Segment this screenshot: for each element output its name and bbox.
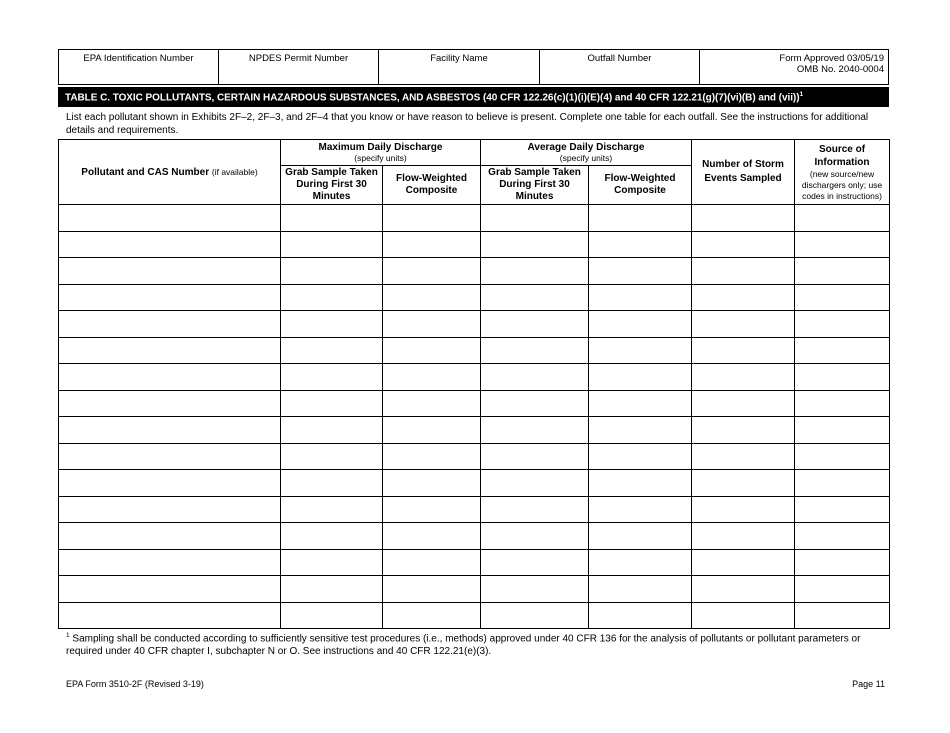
avg-grab-cell[interactable] [481, 417, 589, 444]
avg-grab-cell[interactable] [481, 470, 589, 497]
avg-flow-cell[interactable] [589, 337, 692, 364]
pollutants-table [58, 139, 890, 629]
col-pollutant-header [59, 140, 281, 205]
col-pollutant-note: (if available) [211, 166, 258, 177]
storm-events-cell[interactable] [692, 470, 795, 497]
storm-events-cell[interactable] [692, 443, 795, 470]
table-row [59, 364, 890, 391]
table-row [59, 311, 890, 338]
max-grab-cell[interactable] [281, 284, 383, 311]
avg-flow-cell[interactable] [589, 205, 692, 232]
npdes-permit-label: NPDES Permit Number [248, 53, 349, 64]
source-cell[interactable] [795, 337, 890, 364]
form-approval-box [700, 50, 888, 84]
source-cell[interactable] [795, 417, 890, 444]
col-source-header [795, 140, 890, 205]
max-grab-cell[interactable] [281, 417, 383, 444]
avg-grab-cell[interactable] [481, 258, 589, 285]
source-cell[interactable] [795, 470, 890, 497]
table-row [59, 576, 890, 603]
table-row [59, 443, 890, 470]
col-max-grab-label: Grab Sample Taken During First 30 Minutes [285, 167, 378, 202]
table-row [59, 470, 890, 497]
storm-events-cell[interactable] [692, 549, 795, 576]
avg-flow-cell[interactable] [589, 576, 692, 603]
source-cell[interactable] [795, 443, 890, 470]
avg-grab-cell[interactable] [481, 390, 589, 417]
max-grab-cell[interactable] [281, 364, 383, 391]
col-max-daily-units: (specify units) [354, 152, 407, 163]
col-avg-daily-header [481, 140, 692, 166]
table-row [59, 231, 890, 258]
outfall-number-label: Outfall Number [587, 53, 652, 64]
max-grab-cell[interactable] [281, 205, 383, 232]
table-c-title-text: TABLE C. TOXIC POLLUTANTS, CERTAIN HAZARDOUS SUBSTANCES, AND ASBESTOS (40 CFR 122.26(c)(1)(i)(E)(4) and 40 CFR 122.21(g)(7)(vi)(B) and (vii)) [65, 92, 800, 104]
storm-events-cell[interactable] [692, 205, 795, 232]
avg-grab-cell[interactable] [481, 523, 589, 550]
avg-flow-cell[interactable] [589, 417, 692, 444]
avg-flow-cell[interactable] [589, 258, 692, 285]
table-instructions: List each pollutant shown in Exhibits 2F–2, 2F–3, and 2F–4 that you know or have reason to believe is present. Complete one table for each outfall. See the instructions for additional details and requirements. [66, 112, 869, 136]
table-row [59, 549, 890, 576]
pollutant-cell[interactable] [59, 576, 281, 603]
pollutant-cell[interactable] [59, 364, 281, 391]
pollutant-cell[interactable] [59, 231, 281, 258]
table-row [59, 523, 890, 550]
source-cell[interactable] [795, 284, 890, 311]
outfall-number-field[interactable] [540, 50, 700, 84]
avg-grab-cell[interactable] [481, 364, 589, 391]
max-flow-cell[interactable] [383, 311, 481, 338]
footnote-marker: 1 [66, 632, 70, 639]
source-cell[interactable] [795, 311, 890, 338]
avg-grab-cell[interactable] [481, 337, 589, 364]
table-row [59, 205, 890, 232]
max-flow-cell[interactable] [383, 549, 481, 576]
avg-flow-cell[interactable] [589, 602, 692, 629]
avg-flow-cell[interactable] [589, 284, 692, 311]
omb-number: OMB No. 2040-0004 [796, 64, 884, 75]
max-flow-cell[interactable] [383, 364, 481, 391]
storm-events-cell[interactable] [692, 576, 795, 603]
avg-grab-cell[interactable] [481, 231, 589, 258]
pollutant-cell[interactable] [59, 390, 281, 417]
title-footnote-marker: 1 [799, 91, 804, 98]
pollutant-cell[interactable] [59, 470, 281, 497]
epa-id-field[interactable] [59, 50, 219, 84]
col-avg-flow-label: Flow-Weighted Composite [604, 173, 676, 196]
col-max-flow-label: Flow-Weighted Composite [396, 173, 467, 196]
source-cell[interactable] [795, 258, 890, 285]
max-grab-cell[interactable] [281, 231, 383, 258]
table-row [59, 284, 890, 311]
avg-flow-cell[interactable] [589, 443, 692, 470]
max-flow-cell[interactable] [383, 390, 481, 417]
avg-grab-cell[interactable] [481, 311, 589, 338]
storm-events-cell[interactable] [692, 496, 795, 523]
max-grab-cell[interactable] [281, 390, 383, 417]
storm-events-cell[interactable] [692, 311, 795, 338]
max-flow-cell[interactable] [383, 576, 481, 603]
max-flow-cell[interactable] [383, 417, 481, 444]
max-flow-cell[interactable] [383, 523, 481, 550]
max-grab-cell[interactable] [281, 496, 383, 523]
npdes-permit-field[interactable] [219, 50, 379, 84]
max-flow-cell[interactable] [383, 284, 481, 311]
facility-name-label: Facility Name [430, 53, 488, 64]
footnote-text: Sampling shall be conducted according to sufficiently sensitive test procedures (i.e., methods) approved under 40 CFR 136 for the analysis of pollutants or pollutant parameters or required under 40 CFR chapter I, subchapter N or O. See instructions and 40 CFR 122.21(e)(3). [66, 633, 861, 658]
max-grab-cell[interactable] [281, 311, 383, 338]
pollutants-table-body [59, 205, 890, 629]
col-max-grab-header [281, 166, 383, 205]
pollutant-cell[interactable] [59, 496, 281, 523]
storm-events-cell[interactable] [692, 417, 795, 444]
table-c-title [58, 87, 889, 107]
avg-flow-cell[interactable] [589, 364, 692, 391]
col-max-flow-header [383, 166, 481, 205]
table-row [59, 390, 890, 417]
table-row [59, 602, 890, 629]
avg-grab-cell[interactable] [481, 284, 589, 311]
storm-events-cell[interactable] [692, 231, 795, 258]
avg-flow-cell[interactable] [589, 311, 692, 338]
source-cell[interactable] [795, 496, 890, 523]
max-flow-cell[interactable] [383, 337, 481, 364]
max-flow-cell[interactable] [383, 231, 481, 258]
avg-grab-cell[interactable] [481, 496, 589, 523]
col-max-daily-label: Maximum Daily Discharge [318, 141, 443, 153]
storm-events-cell[interactable] [692, 602, 795, 629]
col-avg-daily-label: Average Daily Discharge [527, 141, 645, 153]
col-avg-flow-header [589, 166, 692, 205]
max-flow-cell[interactable] [383, 443, 481, 470]
max-flow-cell[interactable] [383, 496, 481, 523]
epa-id-label: EPA Identification Number [83, 53, 194, 64]
avg-grab-cell[interactable] [481, 602, 589, 629]
avg-flow-cell[interactable] [589, 231, 692, 258]
avg-flow-cell[interactable] [589, 390, 692, 417]
col-source-label: Source of Information [814, 143, 870, 168]
col-storm-events-label: Number of Storm Events Sampled [702, 159, 784, 184]
storm-events-cell[interactable] [692, 337, 795, 364]
pollutant-cell[interactable] [59, 337, 281, 364]
facility-name-field[interactable] [379, 50, 540, 84]
source-cell[interactable] [795, 231, 890, 258]
max-grab-cell[interactable] [281, 443, 383, 470]
col-storm-events-header [692, 140, 795, 205]
pollutant-cell[interactable] [59, 284, 281, 311]
source-cell[interactable] [795, 549, 890, 576]
source-cell[interactable] [795, 205, 890, 232]
storm-events-cell[interactable] [692, 258, 795, 285]
form-number: EPA Form 3510-2F (Revised 3-19) [66, 679, 204, 689]
form-approved-date: Form Approved 03/05/19 [779, 53, 884, 64]
max-grab-cell[interactable] [281, 523, 383, 550]
source-cell[interactable] [795, 576, 890, 603]
storm-events-cell[interactable] [692, 284, 795, 311]
pollutant-cell[interactable] [59, 523, 281, 550]
max-flow-cell[interactable] [383, 258, 481, 285]
identification-header [58, 49, 889, 85]
avg-grab-cell[interactable] [481, 443, 589, 470]
pollutant-cell[interactable] [59, 549, 281, 576]
pollutant-cell[interactable] [59, 602, 281, 629]
col-max-daily-header [281, 140, 481, 166]
max-grab-cell[interactable] [281, 576, 383, 603]
storm-events-cell[interactable] [692, 390, 795, 417]
pollutant-cell[interactable] [59, 258, 281, 285]
max-flow-cell[interactable] [383, 205, 481, 232]
max-flow-cell[interactable] [383, 602, 481, 629]
col-source-note: (new source/new dischargers only; use codes in instructions) [801, 168, 883, 201]
storm-events-cell[interactable] [692, 364, 795, 391]
avg-flow-cell[interactable] [589, 496, 692, 523]
col-avg-grab-header [481, 166, 589, 205]
storm-events-cell[interactable] [692, 523, 795, 550]
source-cell[interactable] [795, 390, 890, 417]
max-grab-cell[interactable] [281, 470, 383, 497]
pollutant-cell[interactable] [59, 311, 281, 338]
max-grab-cell[interactable] [281, 337, 383, 364]
col-pollutant-label: Pollutant and CAS Number [81, 166, 210, 178]
avg-grab-cell[interactable] [481, 549, 589, 576]
max-grab-cell[interactable] [281, 549, 383, 576]
avg-flow-cell[interactable] [589, 470, 692, 497]
page-number: Page 11 [852, 679, 885, 689]
table-row [59, 496, 890, 523]
max-grab-cell[interactable] [281, 258, 383, 285]
col-avg-daily-units: (specify units) [559, 152, 613, 163]
max-grab-cell[interactable] [281, 602, 383, 629]
table-row [59, 337, 890, 364]
source-cell[interactable] [795, 364, 890, 391]
source-cell[interactable] [795, 523, 890, 550]
max-flow-cell[interactable] [383, 470, 481, 497]
avg-flow-cell[interactable] [589, 523, 692, 550]
avg-grab-cell[interactable] [481, 576, 589, 603]
avg-grab-cell[interactable] [481, 205, 589, 232]
avg-flow-cell[interactable] [589, 549, 692, 576]
table-row [59, 258, 890, 285]
pollutant-cell[interactable] [59, 417, 281, 444]
col-avg-grab-label: Grab Sample Taken During First 30 Minutes [488, 167, 581, 202]
pollutant-cell[interactable] [59, 443, 281, 470]
table-row [59, 417, 890, 444]
source-cell[interactable] [795, 602, 890, 629]
pollutant-cell[interactable] [59, 205, 281, 232]
footnote [66, 629, 886, 658]
